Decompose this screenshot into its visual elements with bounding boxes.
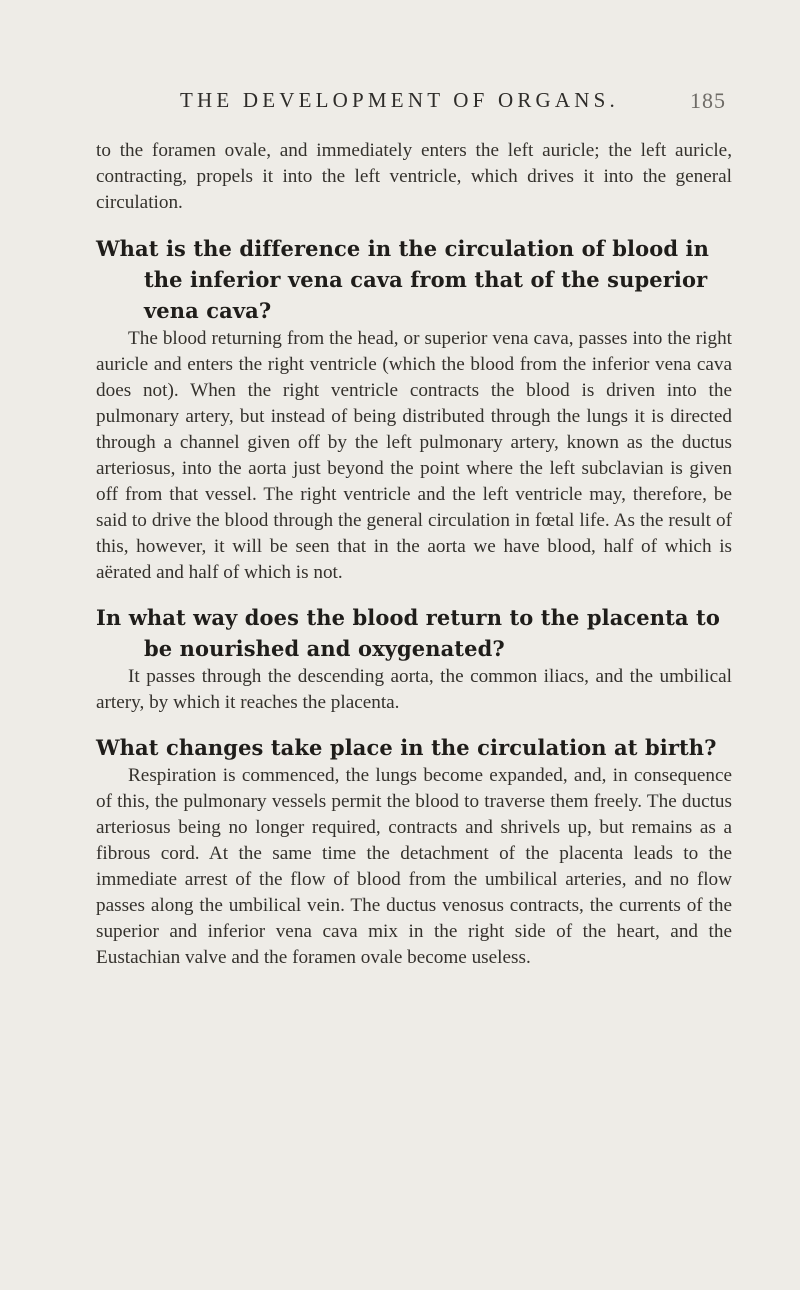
question-heading-2: In what way does the blood return to the placenta to be nourished and oxygenated? [96,605,720,661]
section-2 [96,602,732,716]
page-body [96,138,732,971]
intro-paragraph: to the foramen ovale, and immediately enters the left auricle; the left auricle, contracting, propels it into the left ventricle, which drives it into the general circulation. [96,140,732,213]
answer-paragraph-3: Respiration is commenced, the lungs become expanded, and, in consequence of this, the pulmonary vessels permit the blood to traverse them freely. The ductus arteriosus being no longer required, contracts and shrivels up, but remains as a fibrous cord. At the same time the detachment of the placenta leads to the immediate arrest of the flow of blood from the umbilical arteries, and no flow passes along the umbilical vein. The ductus venosus contracts, the currents of the superior and inferior vena cava mix in the right side of the heart, and the Eustachian valve and the foramen ovale become useless. [96,765,732,968]
page-header [96,88,726,118]
answer-paragraph-1: The blood returning from the head, or superior vena cava, passes into the right auricle and enters the right ventricle (which the blood from the inferior vena cava does not). When the right ventricle contracts the blood is driven into the pulmonary artery, but instead of being distributed through the lungs it is directed through a channel given off by the left pulmonary artery, known as the ductus arteriosus, into the aorta just beyond the point where the left subclavian is given off from that vessel. The right ventricle and the left ventricle may, therefore, be said to drive the blood through the general circulation in fœtal life. As the result of this, however, it will be seen that in the aorta we have blood, half of which is aërated and half of which is not. [96,328,732,583]
answer-paragraph-2: It passes through the descending aorta, the common iliacs, and the umbilical artery, by which it reaches the placenta. [96,666,732,713]
page-number: 185 [690,88,726,113]
running-title: THE DEVELOPMENT OF ORGANS. [180,88,619,112]
question-heading-3: What changes take place in the circulation at birth? [96,735,717,760]
section-3 [96,732,732,971]
section-1 [96,233,732,586]
question-heading-1: What is the difference in the circulation of blood in the inferior vena cava from that of the superior vena cava? [96,236,709,323]
